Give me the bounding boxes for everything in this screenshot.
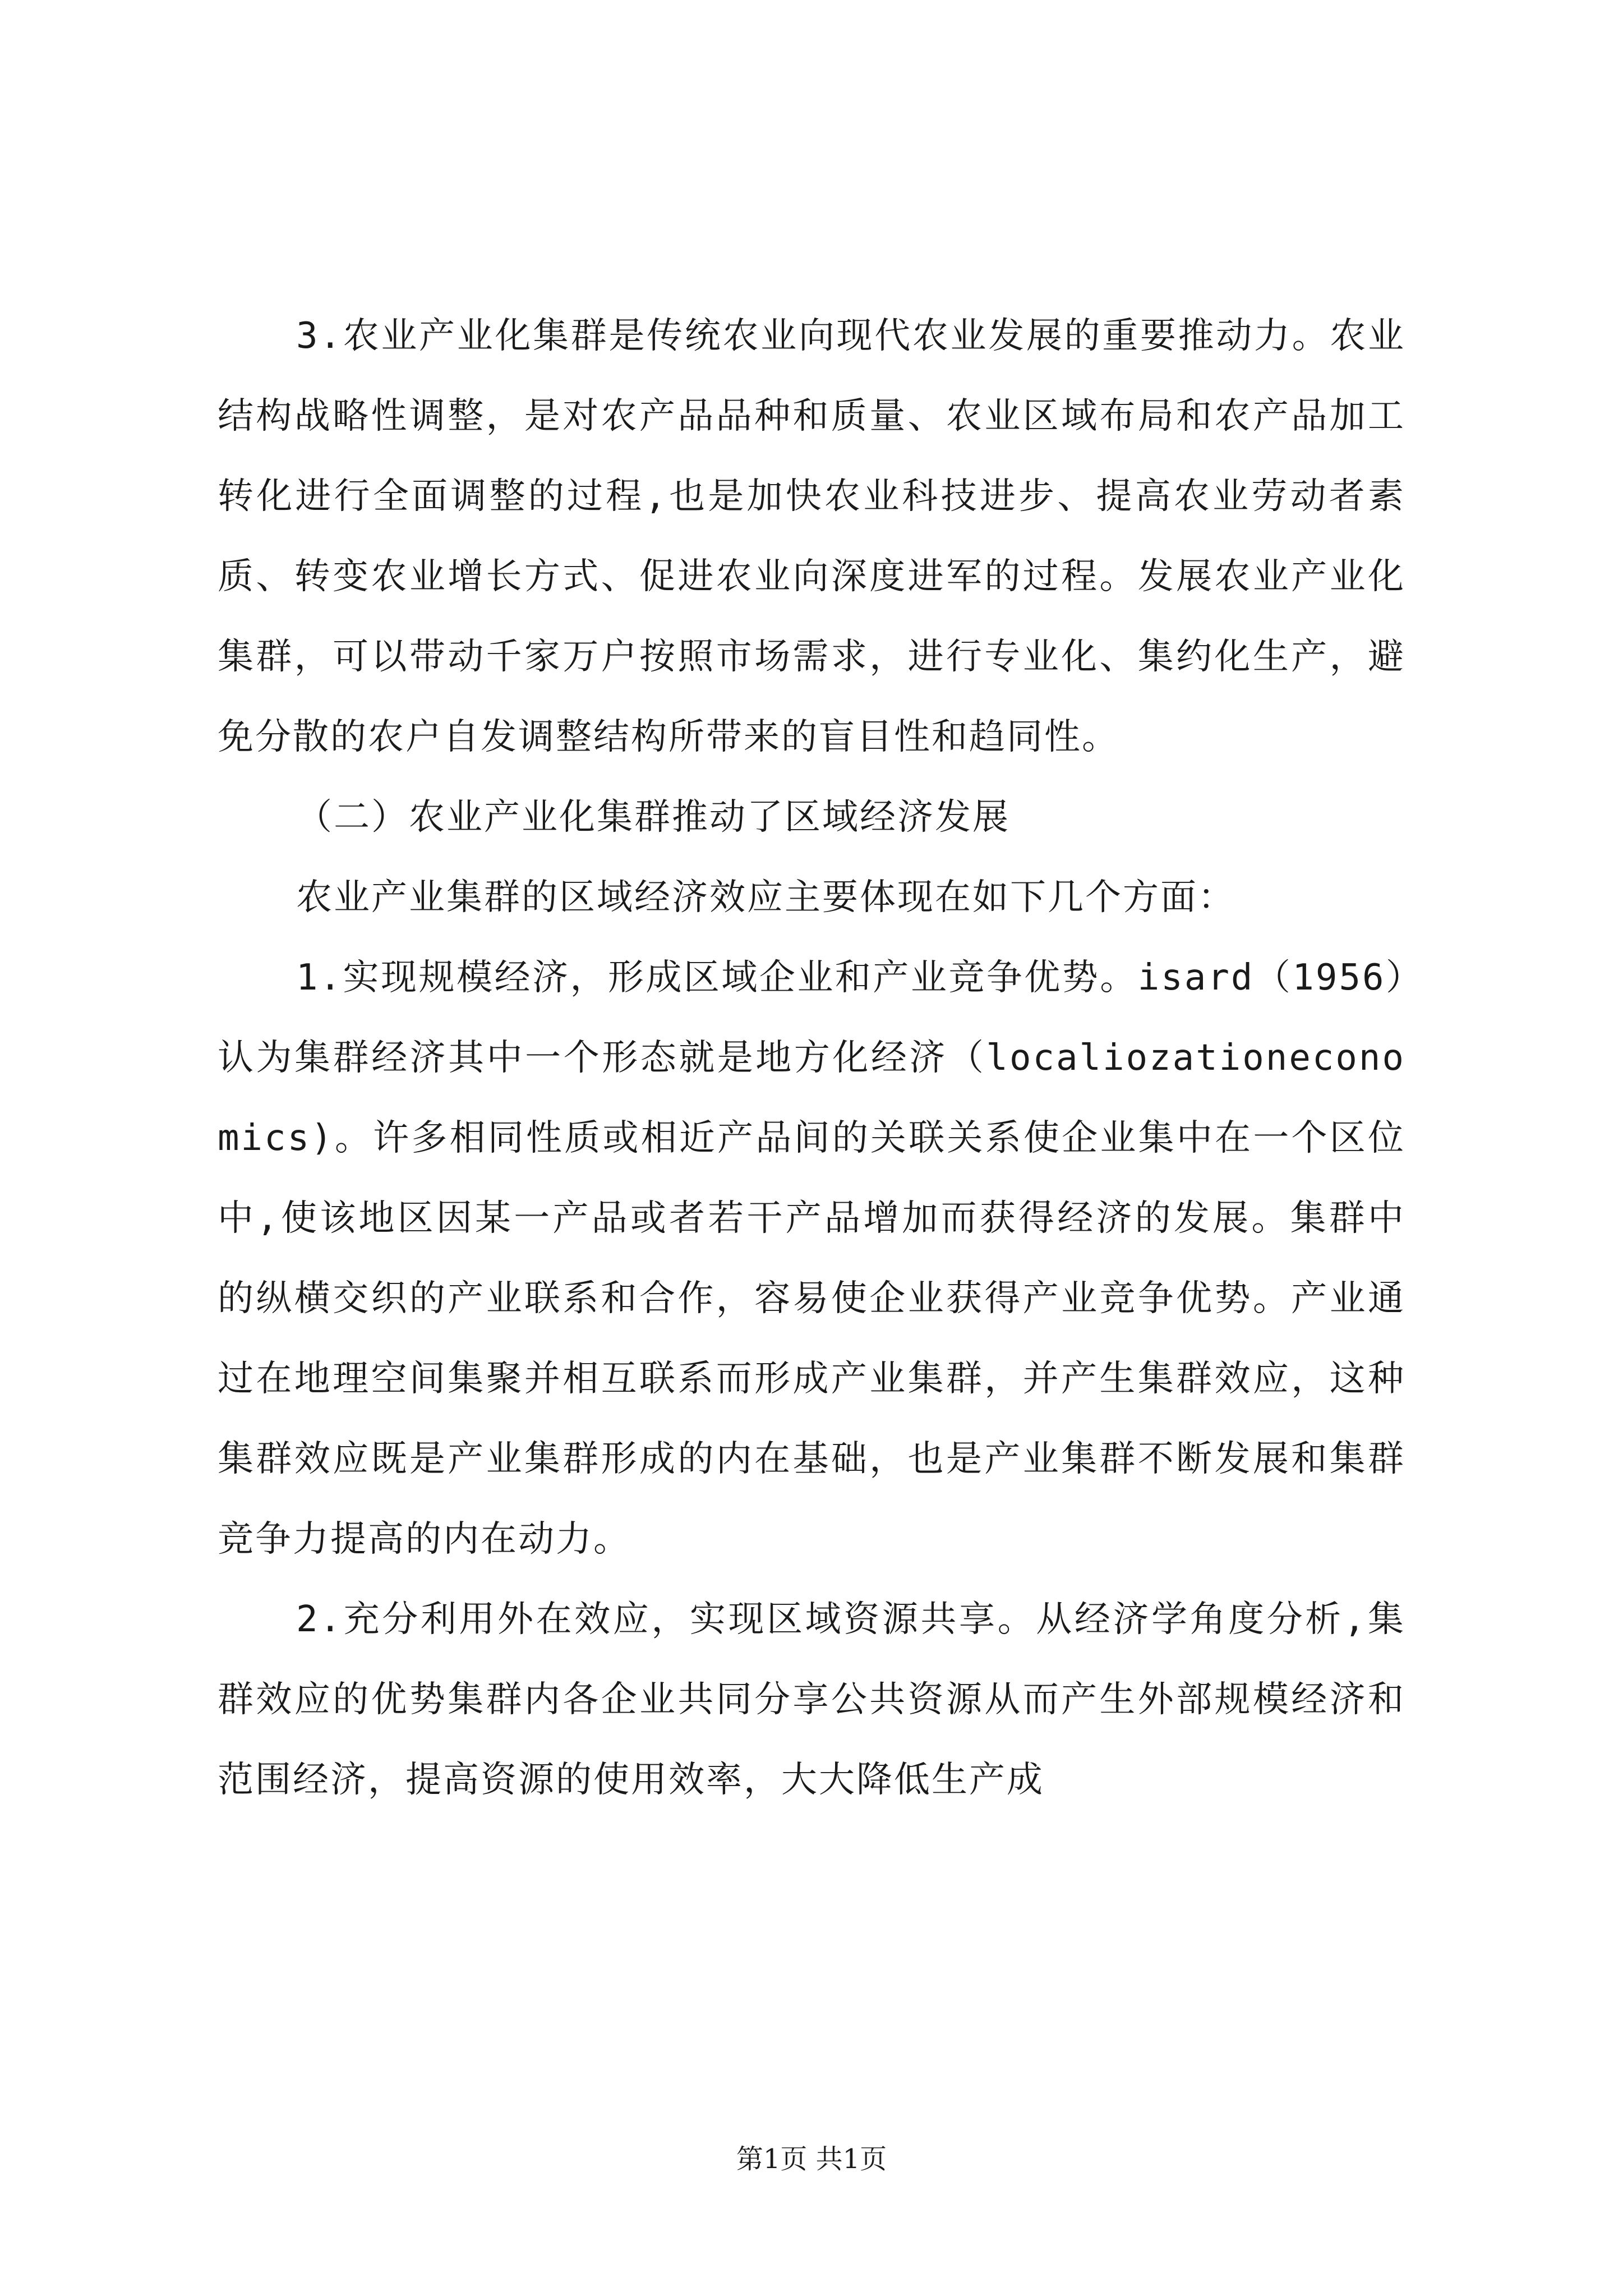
paragraph-point-2: 2.充分利用外在效应，实现区域资源共享。从经济学角度分析,集群效应的优势集群内各企业共同分享公共资源从而产生外部规模经济和范围经济，提高资源的使用效率，大大降低生产成 bbox=[218, 1599, 1405, 1801]
paragraph-point-3: 3.农业产业化集群是传统农业向现代农业发展的重要推动力。农业结构战略性调整，是对农产品品种和质量、农业区域布局和农产品加工转化进行全面调整的过程,也是加快农业科技进步、提高农业劳动者素质、转变农业增长方式、促进农业向深度进军的过程。发展农业产业化集群，可以带动千家万户按照市场需求，进行专业化、集约化生产，避免分散的农户自发调整结构所带来的盲目性和趋同性。 bbox=[218, 315, 1405, 758]
paragraph-point-1: 1.实现规模经济，形成区域企业和产业竞争优势。isard（1956）认为集群经济其中一个形态就是地方化经济（localiozationeconomics)。许多相同性质或相近产品间的关联关系使企业集中在一个区位中,使该地区因某一产品或者若干产品增加而获得经济的发展。集群中的纵横交织的产业联系和合作，容易使企业获得产业竞争优势。产业通过在地理空间集聚并相互联系而形成产业集群，并产生集群效应，这种集群效应既是产业集群形成的内在基础，也是产业集群不断发展和集群竞争力提高的内在动力。 bbox=[218, 957, 1405, 1560]
paragraph-intro: 农业产业集群的区域经济效应主要体现在如下几个方面： bbox=[296, 877, 1235, 918]
page-footer: 第1页 共1页 bbox=[736, 2143, 887, 2175]
section-heading-2: （二）农业产业化集群推动了区域经济发展 bbox=[296, 797, 1010, 838]
document-body bbox=[218, 296, 1405, 1820]
